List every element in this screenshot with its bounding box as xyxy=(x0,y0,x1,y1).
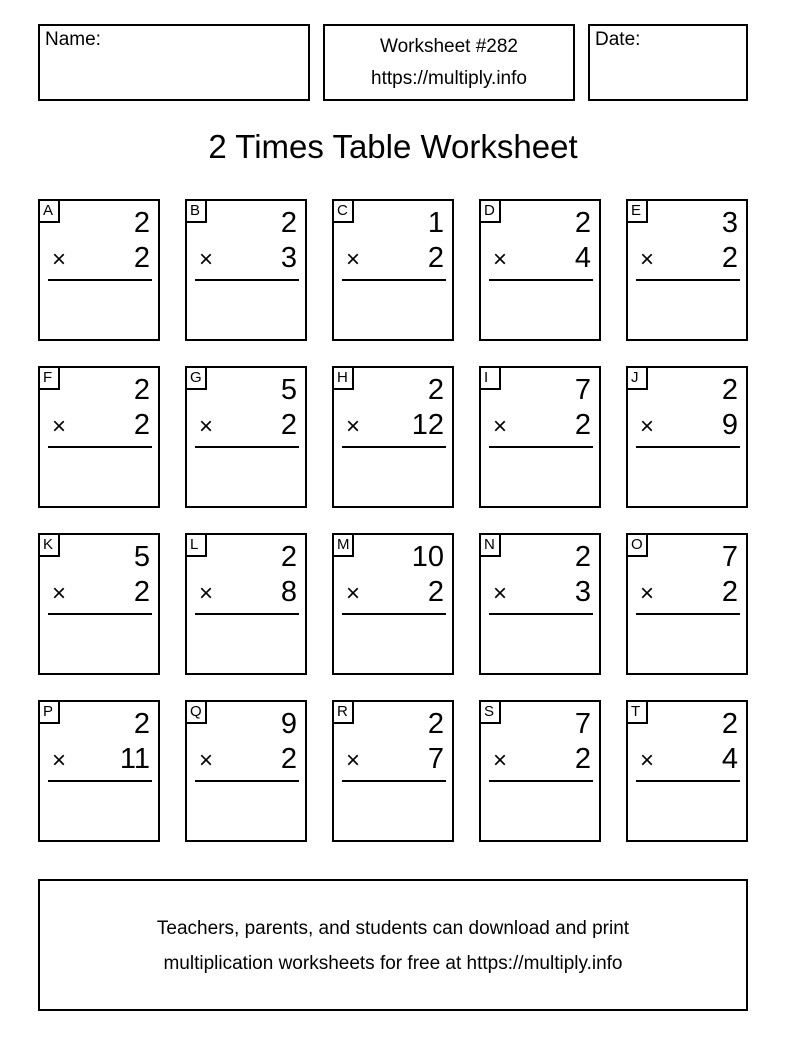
times-sign: × xyxy=(52,413,67,440)
problem-letter: R xyxy=(334,702,354,724)
problem-letter: N xyxy=(481,535,501,557)
answer-line xyxy=(195,446,299,448)
multiplicand: 2 xyxy=(427,708,444,740)
problem-letter: H xyxy=(334,368,354,390)
multiplicand: 3 xyxy=(721,207,738,239)
name-box xyxy=(38,24,310,101)
problem-card xyxy=(185,700,307,842)
problem-letter: L xyxy=(187,535,207,557)
multiplier: 2 xyxy=(427,242,444,274)
multiplier: 2 xyxy=(574,743,591,775)
multiplier: 2 xyxy=(427,576,444,608)
times-sign: × xyxy=(52,580,67,607)
times-sign: × xyxy=(199,413,214,440)
multiplicand: 2 xyxy=(133,207,150,239)
multiplicand: 5 xyxy=(280,374,297,406)
footer-line-2: multiplication worksheets for free at https://multiply.info xyxy=(163,953,623,974)
answer-line xyxy=(48,613,152,615)
answer-line xyxy=(48,780,152,782)
worksheet-number: Worksheet #282 xyxy=(379,36,518,57)
answer-line xyxy=(342,613,446,615)
problem-card xyxy=(626,533,748,675)
answer-line xyxy=(489,279,593,281)
problem-letter: I xyxy=(481,368,501,390)
problem-card xyxy=(185,366,307,508)
times-sign: × xyxy=(52,246,67,273)
multiplier: 2 xyxy=(133,576,150,608)
answer-line xyxy=(195,613,299,615)
problem-letter: G xyxy=(187,368,207,390)
multiplicand: 2 xyxy=(721,374,738,406)
problem-letter: F xyxy=(40,368,60,390)
multiplier: 12 xyxy=(411,409,444,441)
multiplier: 7 xyxy=(427,743,444,775)
times-sign: × xyxy=(199,747,214,774)
multiplier: 2 xyxy=(280,743,297,775)
multiplicand: 9 xyxy=(280,708,297,740)
multiplier: 11 xyxy=(119,743,150,775)
answer-line xyxy=(48,446,152,448)
problem-letter: A xyxy=(40,201,60,223)
problem-letter: S xyxy=(481,702,501,724)
problem-card xyxy=(38,366,160,508)
multiplicand: 7 xyxy=(574,374,591,406)
problem-letter: J xyxy=(628,368,648,390)
times-sign: × xyxy=(640,747,655,774)
problem-card xyxy=(626,199,748,341)
times-sign: × xyxy=(199,580,214,607)
problem-card xyxy=(479,366,601,508)
multiplicand: 2 xyxy=(574,207,591,239)
multiplicand: 5 xyxy=(133,541,150,573)
multiplier: 3 xyxy=(280,242,297,274)
times-sign: × xyxy=(346,580,361,607)
multiplier: 4 xyxy=(721,743,738,775)
footer-line-1: Teachers, parents, and students can download and print xyxy=(156,918,630,939)
problem-letter: O xyxy=(628,535,648,557)
multiplicand: 1 xyxy=(427,207,444,239)
problem-card xyxy=(479,199,601,341)
answer-line xyxy=(636,279,740,281)
answer-line xyxy=(489,613,593,615)
answer-line xyxy=(342,279,446,281)
worksheet-url: https://multiply.info xyxy=(371,68,527,89)
times-sign: × xyxy=(493,413,508,440)
worksheet-info-box xyxy=(323,24,575,101)
times-sign: × xyxy=(346,246,361,273)
problem-letter: M xyxy=(334,535,354,557)
multiplicand: 2 xyxy=(574,541,591,573)
answer-line xyxy=(342,446,446,448)
times-sign: × xyxy=(640,246,655,273)
problem-card xyxy=(38,199,160,341)
problem-letter: E xyxy=(628,201,648,223)
multiplier: 8 xyxy=(280,576,297,608)
times-sign: × xyxy=(493,747,508,774)
answer-line xyxy=(342,780,446,782)
answer-line xyxy=(489,780,593,782)
page-title: 2 Times Table Worksheet xyxy=(208,128,578,165)
problem-card xyxy=(332,199,454,341)
multiplier: 3 xyxy=(574,576,591,608)
answer-line xyxy=(636,613,740,615)
answer-line xyxy=(195,780,299,782)
problem-card xyxy=(479,533,601,675)
problem-card xyxy=(626,700,748,842)
answer-line xyxy=(489,446,593,448)
problem-letter: B xyxy=(187,201,207,223)
times-sign: × xyxy=(199,246,214,273)
name-label: Name: xyxy=(45,29,101,50)
date-label: Date: xyxy=(595,29,641,50)
times-sign: × xyxy=(52,747,67,774)
multiplicand: 2 xyxy=(427,374,444,406)
date-box xyxy=(588,24,748,101)
answer-line xyxy=(636,446,740,448)
times-sign: × xyxy=(640,580,655,607)
answer-line xyxy=(48,279,152,281)
problem-card xyxy=(332,700,454,842)
multiplier: 2 xyxy=(133,409,150,441)
multiplier: 2 xyxy=(133,242,150,274)
multiplier: 4 xyxy=(574,242,591,274)
problem-card xyxy=(479,700,601,842)
answer-line xyxy=(636,780,740,782)
multiplicand: 2 xyxy=(133,374,150,406)
multiplicand: 2 xyxy=(721,708,738,740)
multiplicand: 10 xyxy=(411,541,444,573)
problem-letter: T xyxy=(628,702,648,724)
multiplier: 2 xyxy=(574,409,591,441)
multiplicand: 7 xyxy=(574,708,591,740)
multiplier: 2 xyxy=(280,409,297,441)
times-sign: × xyxy=(346,413,361,440)
answer-line xyxy=(195,279,299,281)
footer-box xyxy=(38,879,748,1011)
problem-card xyxy=(38,533,160,675)
multiplier: 2 xyxy=(721,576,738,608)
problem-letter: P xyxy=(40,702,60,724)
problem-card xyxy=(626,366,748,508)
multiplicand: 2 xyxy=(280,541,297,573)
problem-card xyxy=(332,366,454,508)
times-sign: × xyxy=(493,246,508,273)
problem-card xyxy=(185,533,307,675)
times-sign: × xyxy=(640,413,655,440)
multiplier: 2 xyxy=(721,242,738,274)
multiplicand: 2 xyxy=(133,708,150,740)
multiplicand: 7 xyxy=(721,541,738,573)
multiplicand: 2 xyxy=(280,207,297,239)
problem-card xyxy=(332,533,454,675)
problem-letter: C xyxy=(334,201,354,223)
problem-letter: Q xyxy=(187,702,207,724)
times-sign: × xyxy=(346,747,361,774)
problem-card xyxy=(185,199,307,341)
problem-card xyxy=(38,700,160,842)
multiplier: 9 xyxy=(721,409,738,441)
problem-letter: D xyxy=(481,201,501,223)
problem-letter: K xyxy=(40,535,60,557)
times-sign: × xyxy=(493,580,508,607)
